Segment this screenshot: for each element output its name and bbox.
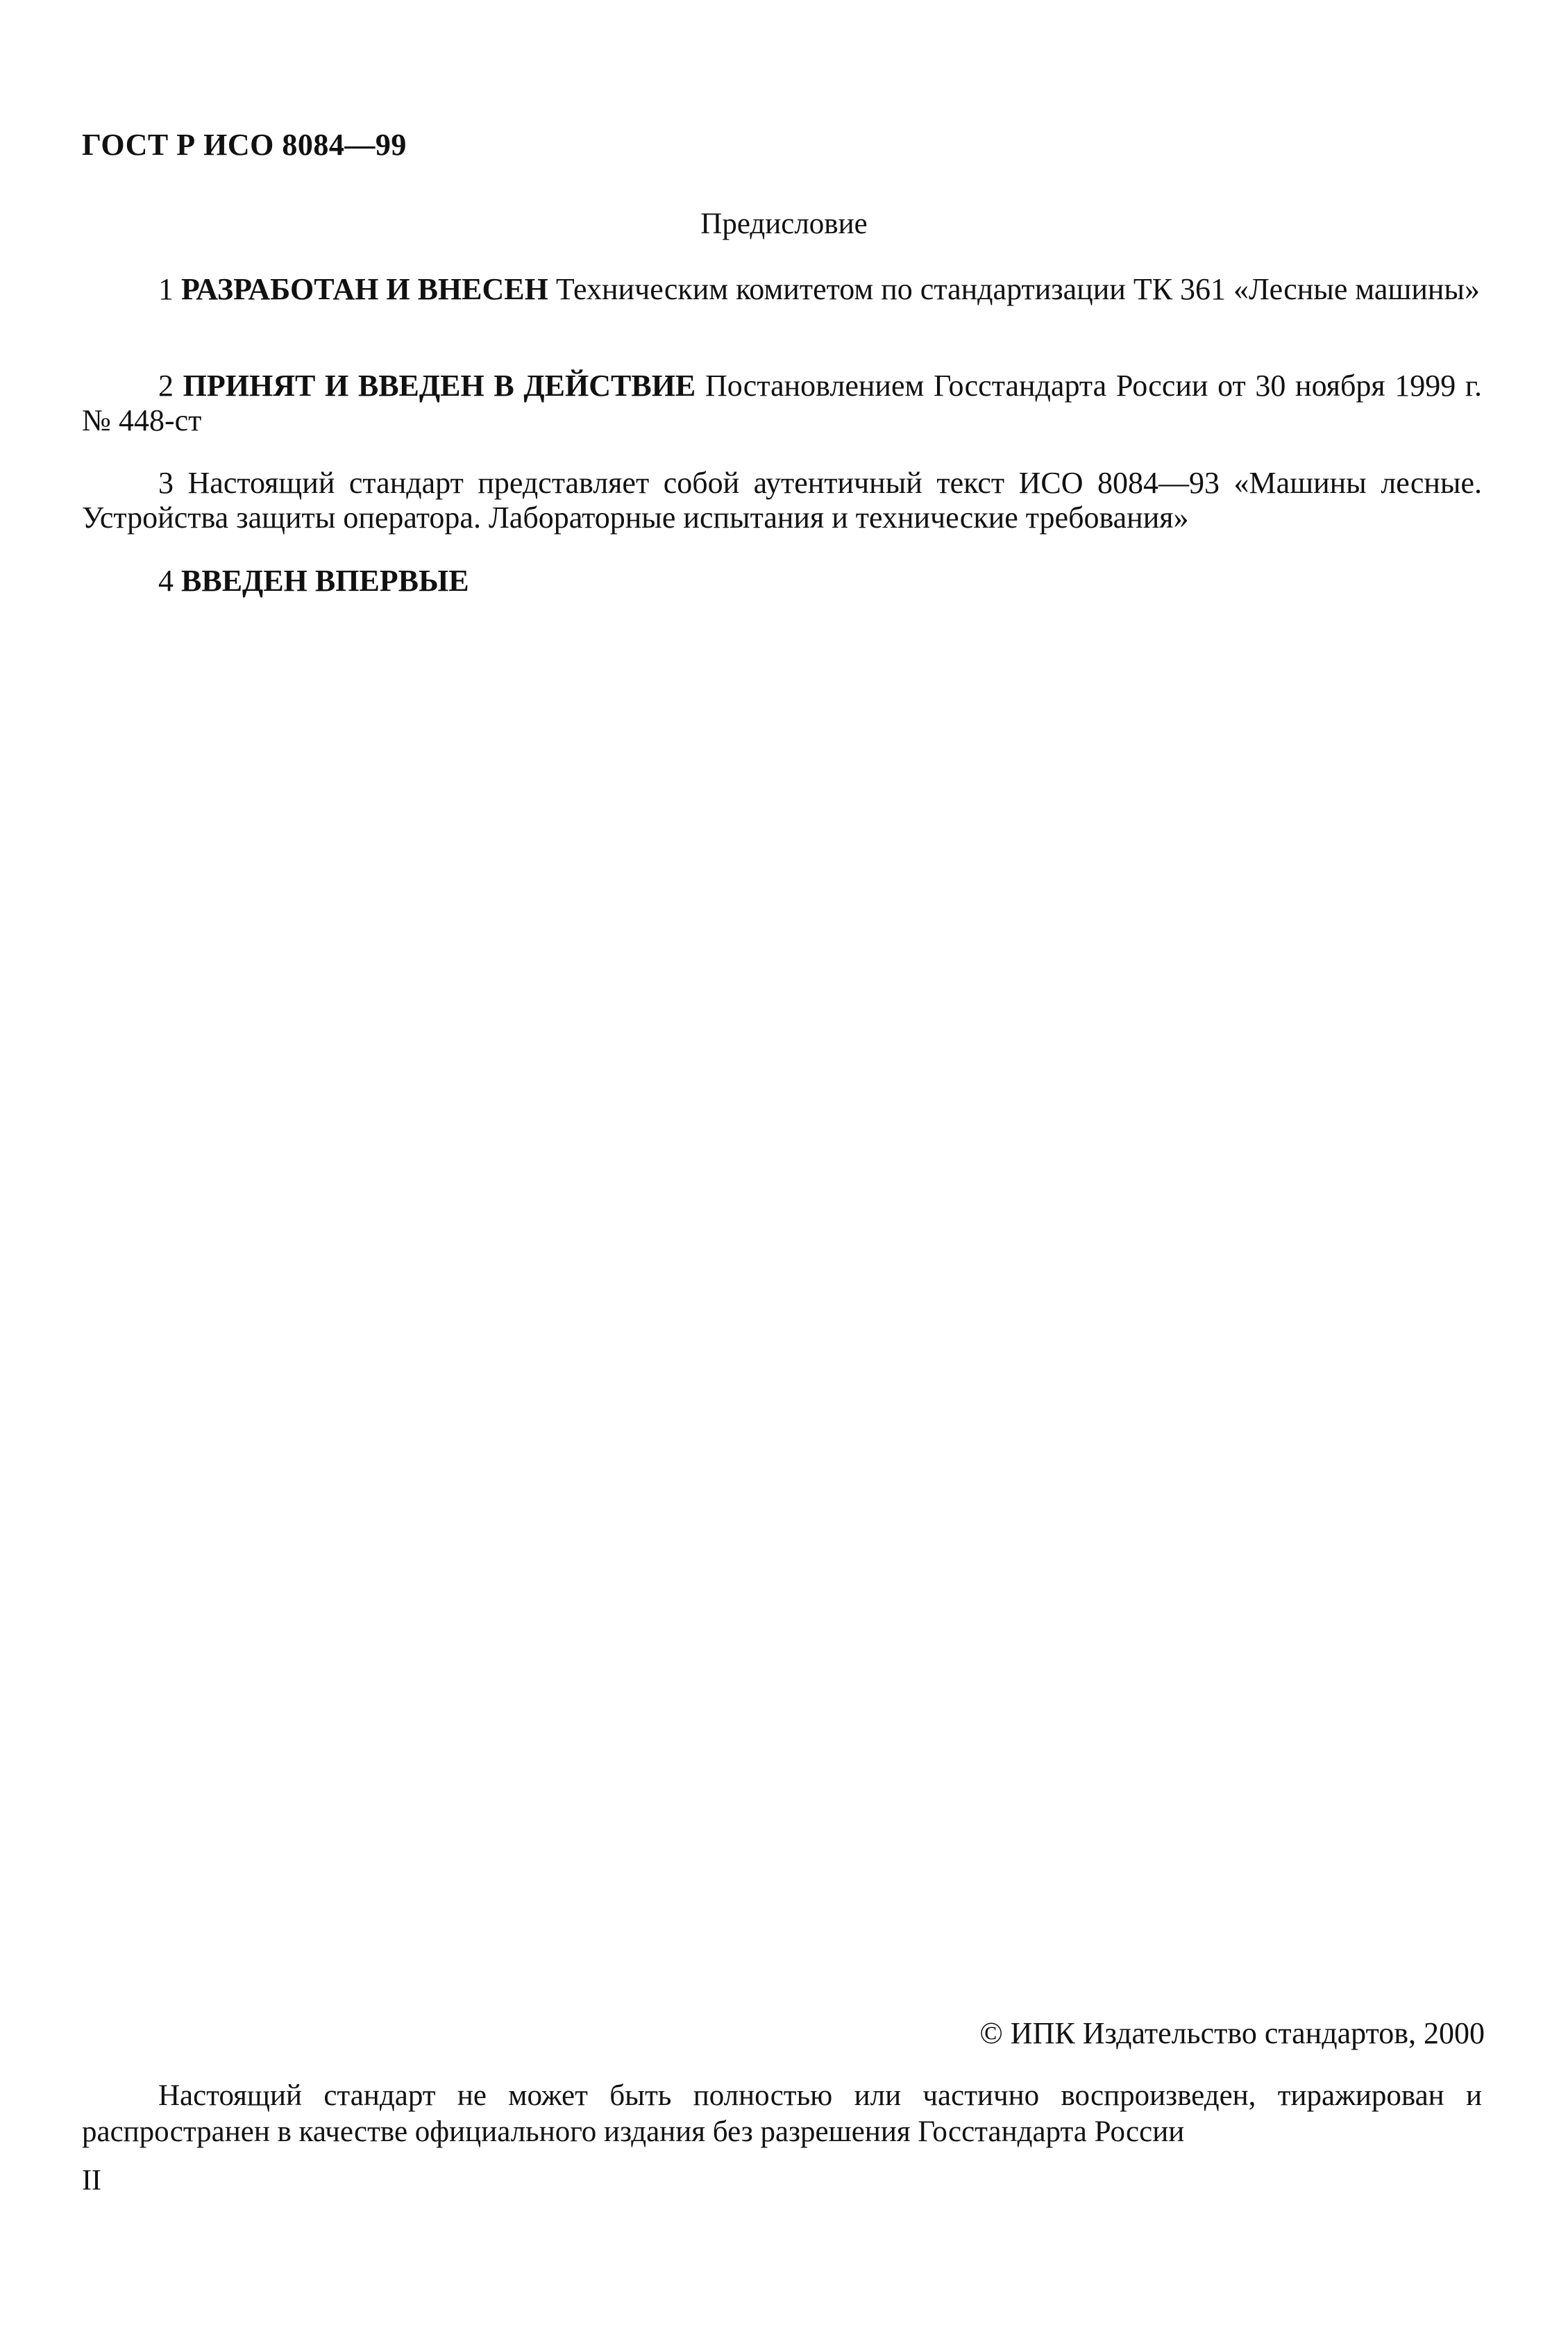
item-heading: ВВЕДЕН ВПЕРВЫЕ (181, 564, 469, 598)
item-text: Настоящий стандарт представляет собой аутентичный текст ИСО 8084—93 «Машины лесные. Устройства защиты оператора. Лабораторные испытания и технические требования» (82, 466, 1483, 535)
preface-item (82, 369, 1482, 438)
copyright-line: © ИПК Издательство стандартов, 2000 (979, 2016, 1485, 2050)
item-heading: РАЗРАБОТАН И ВНЕСЕН (181, 272, 548, 306)
item-number: 4 (158, 564, 174, 598)
page-number: II (82, 2165, 101, 2197)
item-number: 3 (158, 466, 174, 500)
item-text: Техническим комитетом по стандартизации ТК 361 «Лесные машины» (555, 272, 1480, 306)
item-text: Постановлением Госстандарта России от 30 ноября 1999 г. № 448-ст (82, 369, 1483, 437)
preface-item (82, 564, 1482, 598)
item-heading: ПРИНЯТ И ВВЕДЕН В ДЕЙСТВИЕ (183, 369, 696, 403)
reproduction-notice: Настоящий стандарт не может быть полностью или частично воспроизведен, тиражирован и распространен в качестве официального издания без разрешения Госстандарта России (82, 2079, 1482, 2148)
item-number: 1 (158, 272, 174, 306)
item-number: 2 (158, 369, 174, 403)
preface-title: Предисловие (700, 208, 868, 240)
preface-item (82, 272, 1482, 307)
standard-header: ГОСТ Р ИСО 8084—99 (82, 128, 407, 162)
preface-item (82, 466, 1482, 535)
